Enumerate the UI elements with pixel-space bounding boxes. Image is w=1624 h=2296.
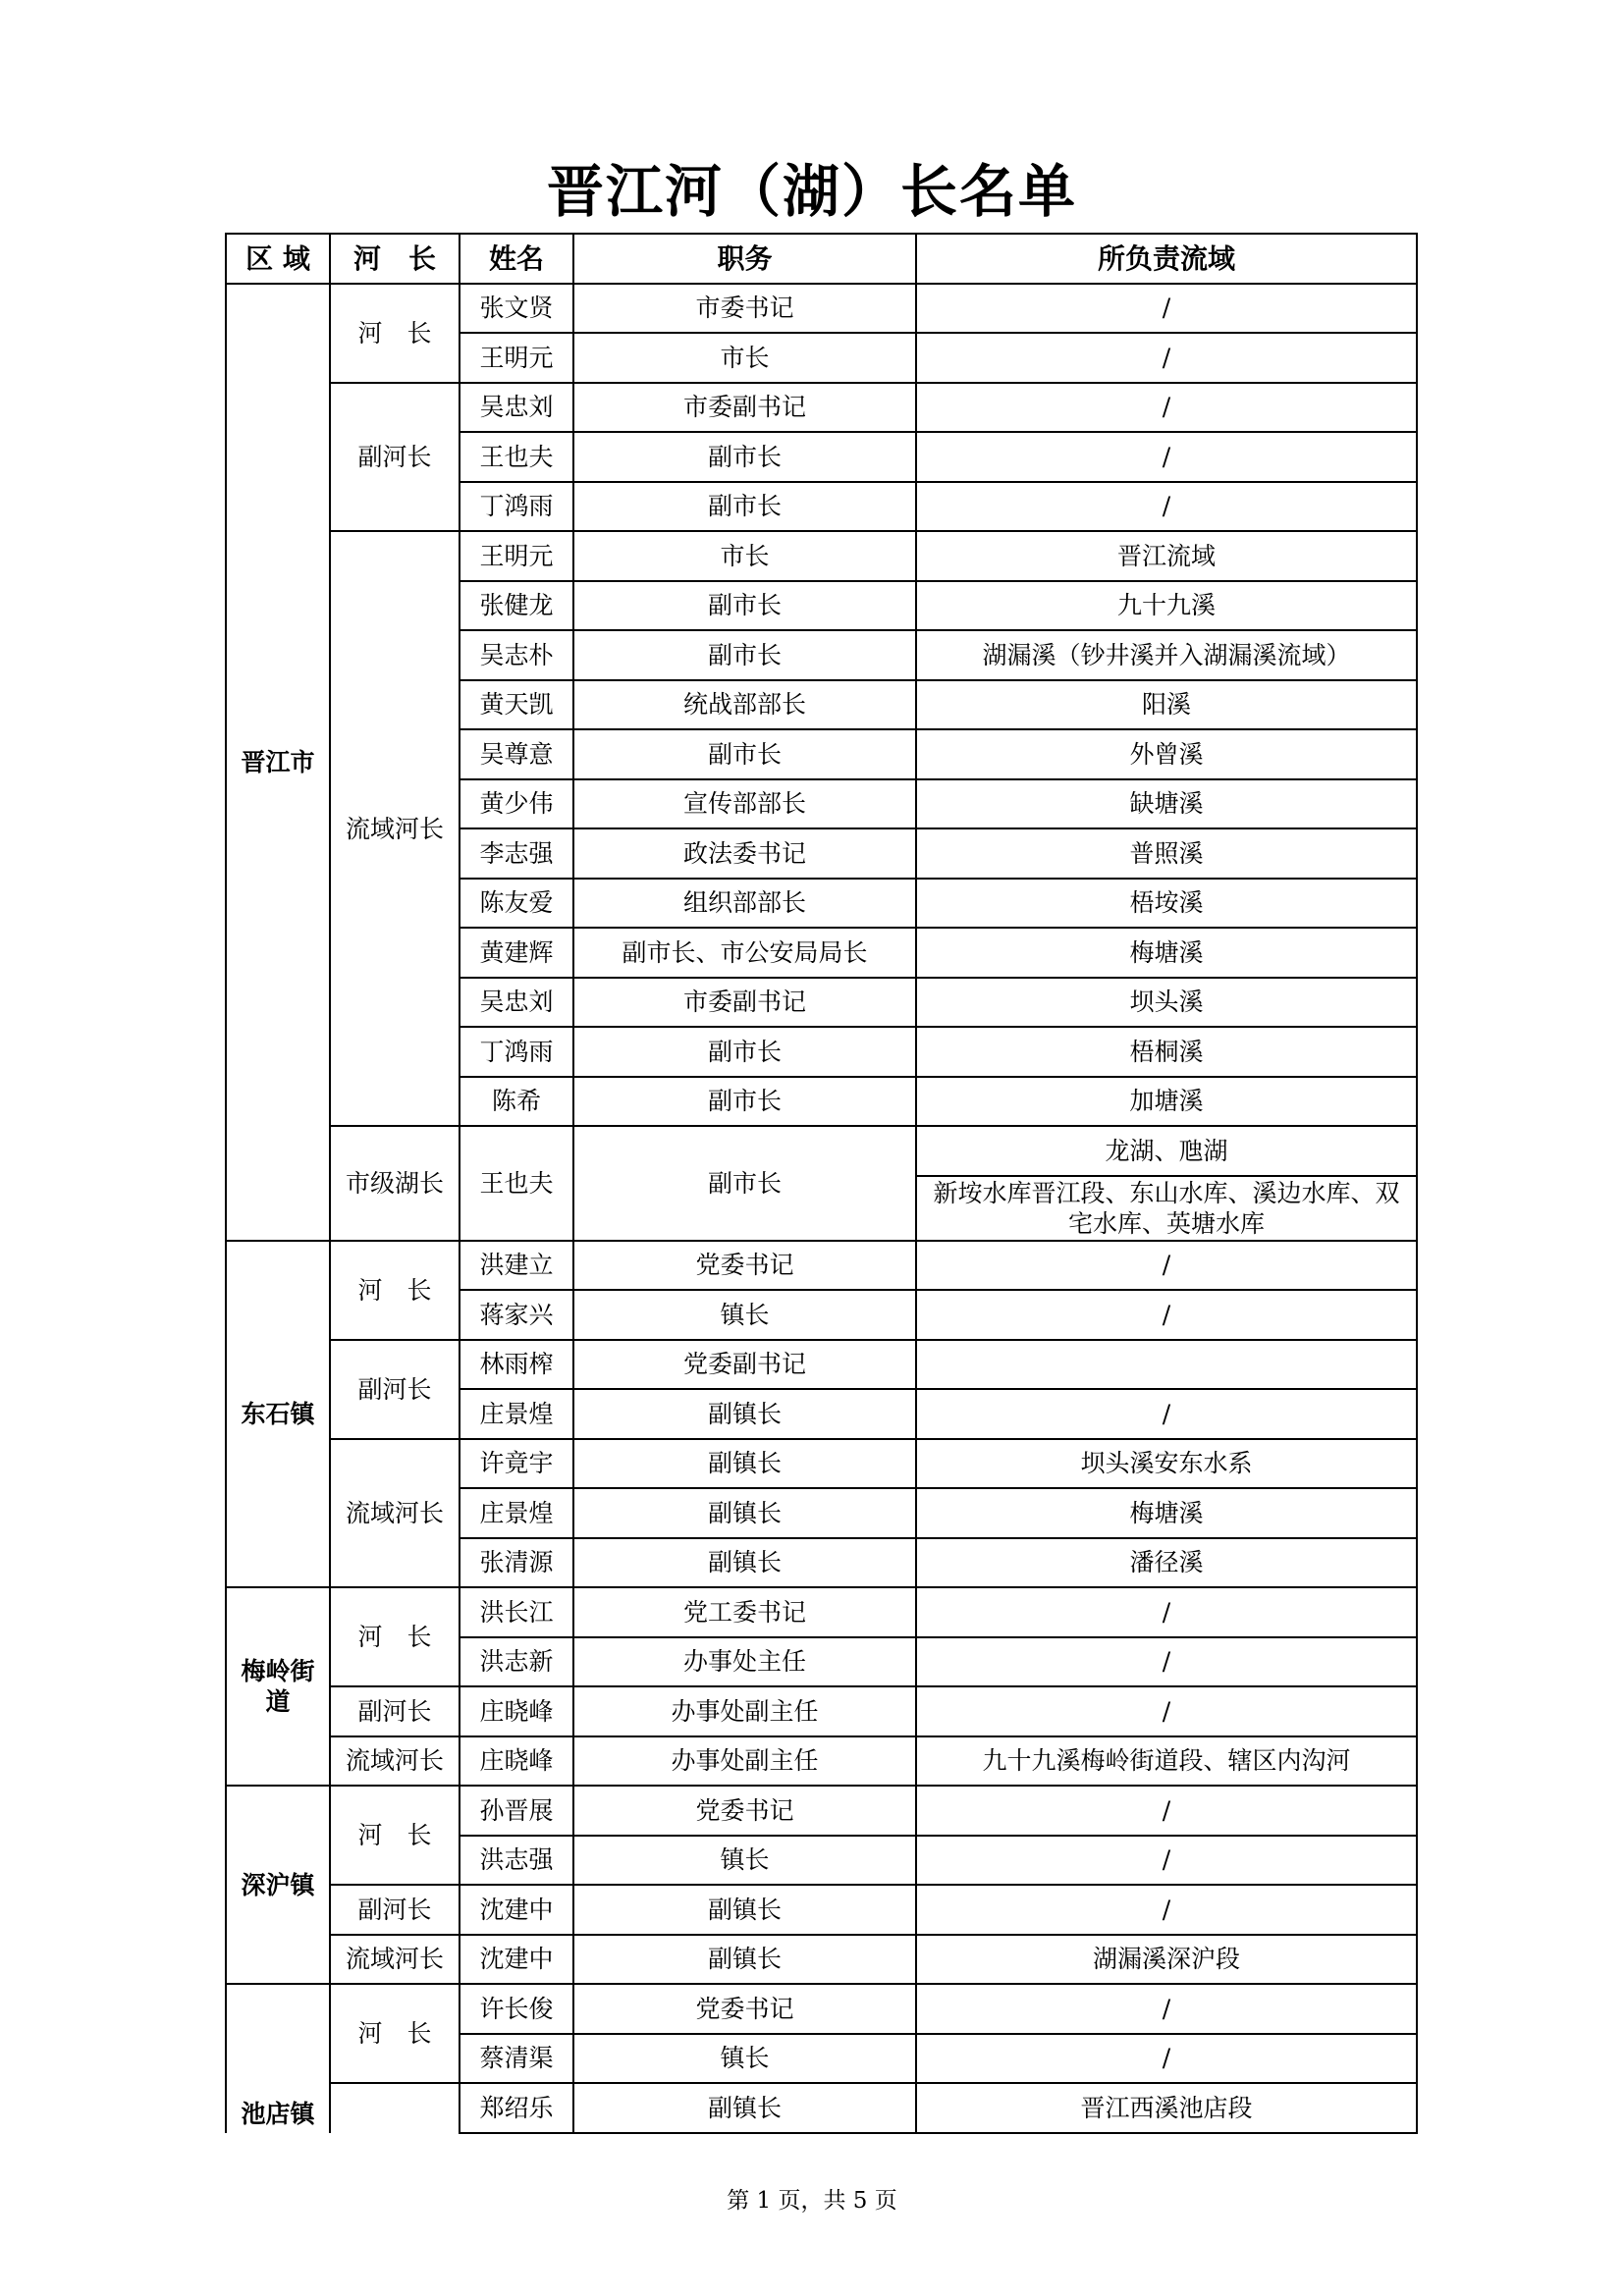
name-cell: 庄景煌	[460, 1488, 573, 1538]
table-row	[226, 1587, 1417, 1637]
basin-cell: /	[916, 333, 1417, 383]
name-cell: 张清源	[460, 1538, 573, 1588]
region-cell: 池店镇	[226, 1984, 330, 2133]
page-footer: 第 1 页，共 5 页	[727, 2188, 897, 2214]
role-cell: 流域河长	[330, 531, 460, 1126]
region-cell: 东石镇	[226, 1241, 330, 1588]
position-cell: 党委书记	[573, 1984, 916, 2034]
region-cell: 深沪镇	[226, 1786, 330, 1984]
name-cell: 许竟宇	[460, 1439, 573, 1489]
position-cell: 办事处主任	[573, 1637, 916, 1687]
position-cell: 办事处副主任	[573, 1736, 916, 1787]
name-cell: 陈友爱	[460, 879, 573, 929]
role-cell: 河 长	[330, 1587, 460, 1686]
position-cell: 副市长	[573, 1077, 916, 1127]
position-cell: 副市长	[573, 1027, 916, 1077]
name-cell: 陈希	[460, 1077, 573, 1127]
basin-cell: 外曾溪	[916, 729, 1417, 779]
header-region: 区 域	[226, 234, 330, 284]
basin-cell: /	[916, 1686, 1417, 1736]
position-cell: 副镇长	[573, 1439, 916, 1489]
table-row	[226, 1686, 1417, 1736]
position-cell: 副市长	[573, 729, 916, 779]
name-cell: 丁鸿雨	[460, 1027, 573, 1077]
basin-cell: /	[916, 1885, 1417, 1935]
position-cell: 宣传部部长	[573, 779, 916, 829]
table-row	[226, 284, 1417, 334]
basin-cell: /	[916, 1241, 1417, 1291]
position-cell: 组织部部长	[573, 879, 916, 929]
name-cell: 许长俊	[460, 1984, 573, 2034]
name-cell: 张文贤	[460, 284, 573, 334]
position-cell: 市委副书记	[573, 978, 916, 1028]
name-cell: 吴尊意	[460, 729, 573, 779]
role-cell: 副河长	[330, 1340, 460, 1439]
table-row	[226, 1736, 1417, 1787]
basin-cell: 梅塘溪	[916, 1488, 1417, 1538]
position-cell: 镇长	[573, 1290, 916, 1340]
position-cell: 党工委书记	[573, 1587, 916, 1637]
table-row	[226, 1241, 1417, 1291]
name-cell: 洪建立	[460, 1241, 573, 1291]
role-cell	[330, 2083, 460, 2133]
position-cell: 副市长	[573, 630, 916, 680]
basin-cell: /	[916, 432, 1417, 482]
position-cell: 副市长	[573, 482, 916, 532]
position-cell: 副市长	[573, 581, 916, 631]
name-cell: 洪长江	[460, 1587, 573, 1637]
position-cell: 副市长、市公安局局长	[573, 928, 916, 978]
header-position: 职务	[573, 234, 916, 284]
table-row	[226, 1935, 1417, 1985]
basin-cell: /	[916, 1587, 1417, 1637]
name-cell: 黄建辉	[460, 928, 573, 978]
position-cell: 党委副书记	[573, 1340, 916, 1390]
role-cell: 河 长	[330, 1984, 460, 2083]
header-row	[226, 234, 1417, 284]
basin-cell: /	[916, 1984, 1417, 2034]
header-role: 河 长	[330, 234, 460, 284]
name-cell: 庄晓峰	[460, 1686, 573, 1736]
header-name: 姓名	[460, 234, 573, 284]
basin-cell	[916, 1340, 1417, 1390]
basin-cell: /	[916, 1637, 1417, 1687]
name-cell: 王也夫	[460, 432, 573, 482]
position-cell: 办事处副主任	[573, 1686, 916, 1736]
name-cell: 王明元	[460, 531, 573, 581]
name-cell: 沈建中	[460, 1935, 573, 1985]
position-cell: 市长	[573, 531, 916, 581]
role-cell: 河 长	[330, 1241, 460, 1340]
role-cell: 河 长	[330, 284, 460, 383]
name-cell: 王明元	[460, 333, 573, 383]
position-cell: 副镇长	[573, 1538, 916, 1588]
basin-cell: /	[916, 1786, 1417, 1836]
basin-cell: 梅塘溪	[916, 928, 1417, 978]
position-cell: 政法委书记	[573, 828, 916, 879]
position-cell: 镇长	[573, 1836, 916, 1886]
table-row	[226, 1885, 1417, 1935]
name-cell: 吴忠刘	[460, 383, 573, 433]
basin-cell: 加塘溪	[916, 1077, 1417, 1127]
position-cell: 副镇长	[573, 2083, 916, 2133]
basin-cell: 普照溪	[916, 828, 1417, 879]
basin-cell: 九十九溪梅岭街道段、辖区内沟河	[916, 1736, 1417, 1787]
position-cell: 副镇长	[573, 1389, 916, 1439]
basin-cell: 梧垵溪	[916, 879, 1417, 929]
basin-cell: 坝头溪	[916, 978, 1417, 1028]
table-row	[226, 1786, 1417, 1836]
name-cell: 张健龙	[460, 581, 573, 631]
basin-cell: 晋江西溪池店段	[916, 2083, 1417, 2133]
table-row	[226, 2083, 1417, 2133]
role-cell: 流域河长	[330, 1736, 460, 1787]
basin-cell: 潘径溪	[916, 1538, 1417, 1588]
name-cell: 王也夫	[460, 1126, 573, 1241]
basin-cell: 缺塘溪	[916, 779, 1417, 829]
name-cell: 沈建中	[460, 1885, 573, 1935]
region-cell: 晋江市	[226, 284, 330, 1241]
position-cell: 市长	[573, 333, 916, 383]
role-cell: 流域河长	[330, 1935, 460, 1985]
basin-cell: 梧桐溪	[916, 1027, 1417, 1077]
name-cell: 黄天凯	[460, 680, 573, 730]
role-cell: 副河长	[330, 1885, 460, 1935]
name-cell: 郑绍乐	[460, 2083, 573, 2133]
basin-cell: 坝头溪安东水系	[916, 1439, 1417, 1489]
table-row	[226, 1126, 1417, 1176]
basin-cell: 湖漏溪深沪段	[916, 1935, 1417, 1985]
role-cell: 市级湖长	[330, 1126, 460, 1241]
name-cell: 庄晓峰	[460, 1736, 573, 1787]
table-row	[226, 1439, 1417, 1489]
position-cell: 副市长	[573, 1126, 916, 1241]
position-cell: 副镇长	[573, 1885, 916, 1935]
name-cell: 蔡清渠	[460, 2034, 573, 2084]
basin-cell: /	[916, 383, 1417, 433]
position-cell: 市委书记	[573, 284, 916, 334]
basin-cell: 新垵水库晋江段、东山水库、溪边水库、双宅水库、英塘水库	[916, 1176, 1417, 1241]
table-row	[226, 1984, 1417, 2034]
basin-cell: 九十九溪	[916, 581, 1417, 631]
name-cell: 吴志朴	[460, 630, 573, 680]
name-cell: 吴忠刘	[460, 978, 573, 1028]
table-row	[226, 1340, 1417, 1390]
position-cell: 副市长	[573, 432, 916, 482]
name-cell: 洪志强	[460, 1836, 573, 1886]
table-row	[226, 383, 1417, 433]
header-basin: 所负责流域	[916, 234, 1417, 284]
name-cell: 黄少伟	[460, 779, 573, 829]
name-cell: 丁鸿雨	[460, 482, 573, 532]
role-cell: 副河长	[330, 1686, 460, 1736]
position-cell: 统战部部长	[573, 680, 916, 730]
basin-cell: /	[916, 2034, 1417, 2084]
name-cell: 洪志新	[460, 1637, 573, 1687]
basin-cell: 阳溪	[916, 680, 1417, 730]
name-cell: 孙晋展	[460, 1786, 573, 1836]
position-cell: 副镇长	[573, 1935, 916, 1985]
name-cell: 李志强	[460, 828, 573, 879]
region-cell: 梅岭街道	[226, 1587, 330, 1786]
role-cell: 流域河长	[330, 1439, 460, 1588]
position-cell: 党委书记	[573, 1241, 916, 1291]
name-cell: 庄景煌	[460, 1389, 573, 1439]
basin-cell: /	[916, 1836, 1417, 1886]
basin-cell: /	[916, 284, 1417, 334]
table-row	[226, 531, 1417, 581]
river-chief-table	[225, 233, 1418, 2134]
name-cell: 林雨榨	[460, 1340, 573, 1390]
role-cell: 副河长	[330, 383, 460, 532]
basin-cell: 晋江流域	[916, 531, 1417, 581]
name-cell: 蒋家兴	[460, 1290, 573, 1340]
basin-cell: 湖漏溪（钞井溪并入湖漏溪流域）	[916, 630, 1417, 680]
position-cell: 市委副书记	[573, 383, 916, 433]
basin-cell: /	[916, 1389, 1417, 1439]
document-title: 晋江河（湖）长名单	[546, 158, 1077, 225]
position-cell: 党委书记	[573, 1786, 916, 1836]
basin-cell: /	[916, 482, 1417, 532]
basin-cell: /	[916, 1290, 1417, 1340]
position-cell: 镇长	[573, 2034, 916, 2084]
position-cell: 副镇长	[573, 1488, 916, 1538]
role-cell: 河 长	[330, 1786, 460, 1885]
basin-cell: 龙湖、虺湖	[916, 1126, 1417, 1176]
